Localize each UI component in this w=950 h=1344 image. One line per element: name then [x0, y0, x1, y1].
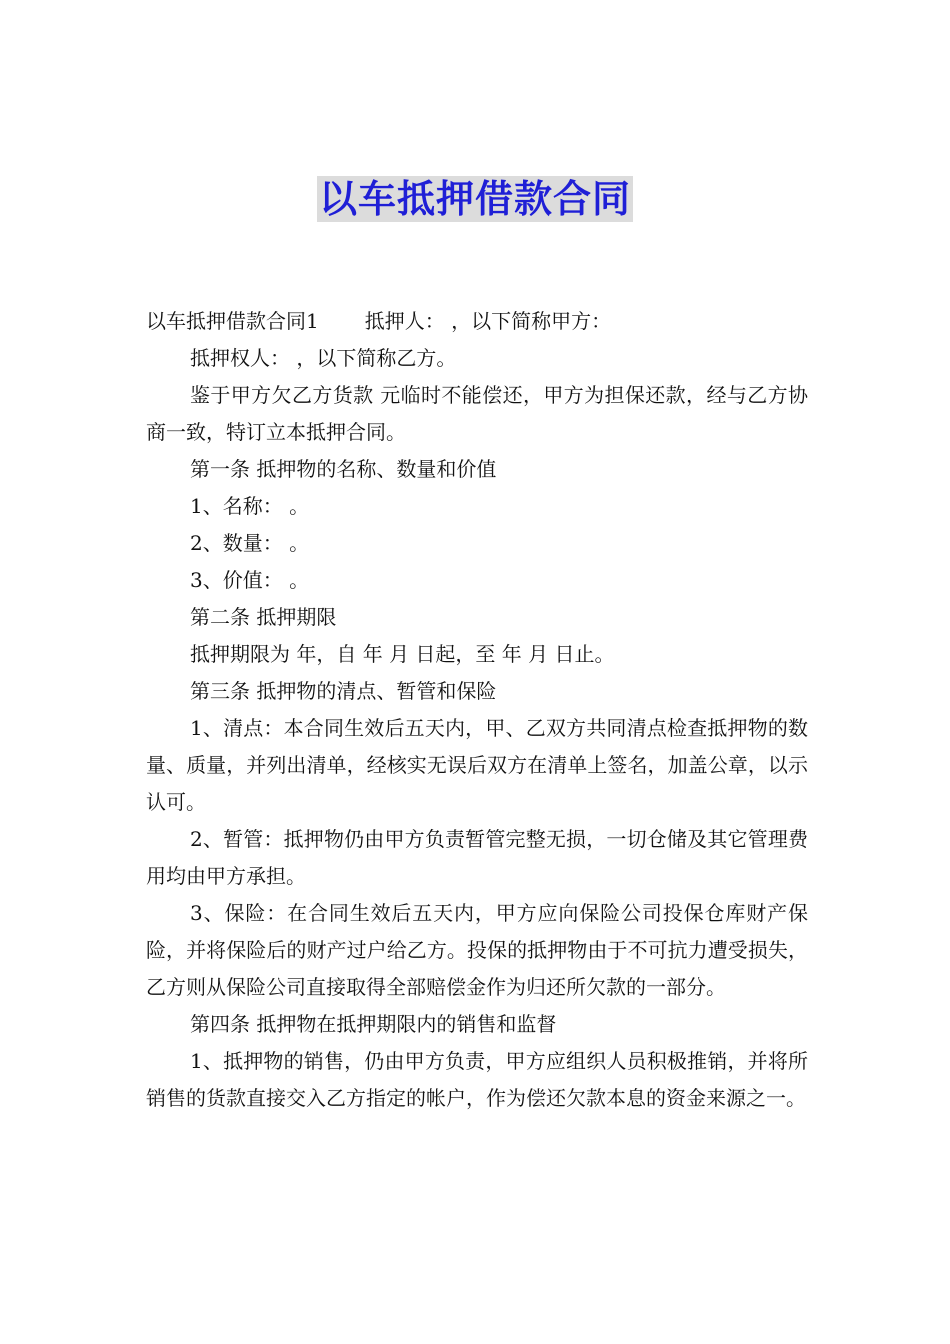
- title-container: [0, 176, 950, 222]
- paragraph: 鉴于甲方欠乙方货款 元临时不能偿还，甲方为担保还款，经与乙方协商一致，特订立本抵押合同。: [146, 383, 808, 444]
- list-item: 3、保险：在合同生效后五天内，甲方应向保险公司投保仓库财产保险，并将保险后的财产过户给乙方。投保的抵押物由于不可抗力遭受损失，乙方则从保险公司直接取得全部赔偿金作为归还所欠款的一部分。: [146, 901, 808, 999]
- article-heading: 第一条 抵押物的名称、数量和价值: [190, 457, 497, 481]
- paragraph: 抵押期限为 年，自 年 月 日起，至 年 月 日止。: [190, 642, 615, 666]
- list-item: 1、抵押物的销售，仍由甲方负责，甲方应组织人员积极推销，并将所销售的货款直接交入乙方指定的帐户，作为偿还欠款本息的资金来源之一。: [146, 1049, 808, 1110]
- list-item: 2、暂管：抵押物仍由甲方负责暂管完整无损，一切仓储及其它管理费用均由甲方承担。: [146, 827, 808, 888]
- article-heading: 第二条 抵押期限: [190, 605, 337, 629]
- contract-heading-inline: 以车抵押借款合同1: [146, 309, 319, 333]
- document-body: [146, 303, 808, 1117]
- list-item: 2、数量： 。: [190, 531, 310, 555]
- list-item: 3、价值： 。: [190, 568, 310, 592]
- article-heading: 第三条 抵押物的清点、暂管和保险: [190, 679, 497, 703]
- paragraph: 抵押权人： ，以下简称乙方。: [190, 346, 457, 370]
- list-item: 1、清点：本合同生效后五天内，甲、乙双方共同清点检查抵押物的数量、质量，并列出清单，经核实无误后双方在清单上签名，加盖公章，以示认可。: [146, 716, 808, 814]
- article-heading: 第四条 抵押物在抵押期限内的销售和监督: [190, 1012, 557, 1036]
- mortgagor-line: 抵押人： ，以下简称甲方：: [364, 309, 612, 333]
- document-title: 以车抵押借款合同: [318, 177, 631, 221]
- first-line: [146, 303, 808, 340]
- list-item: 1、名称： 。: [190, 494, 310, 518]
